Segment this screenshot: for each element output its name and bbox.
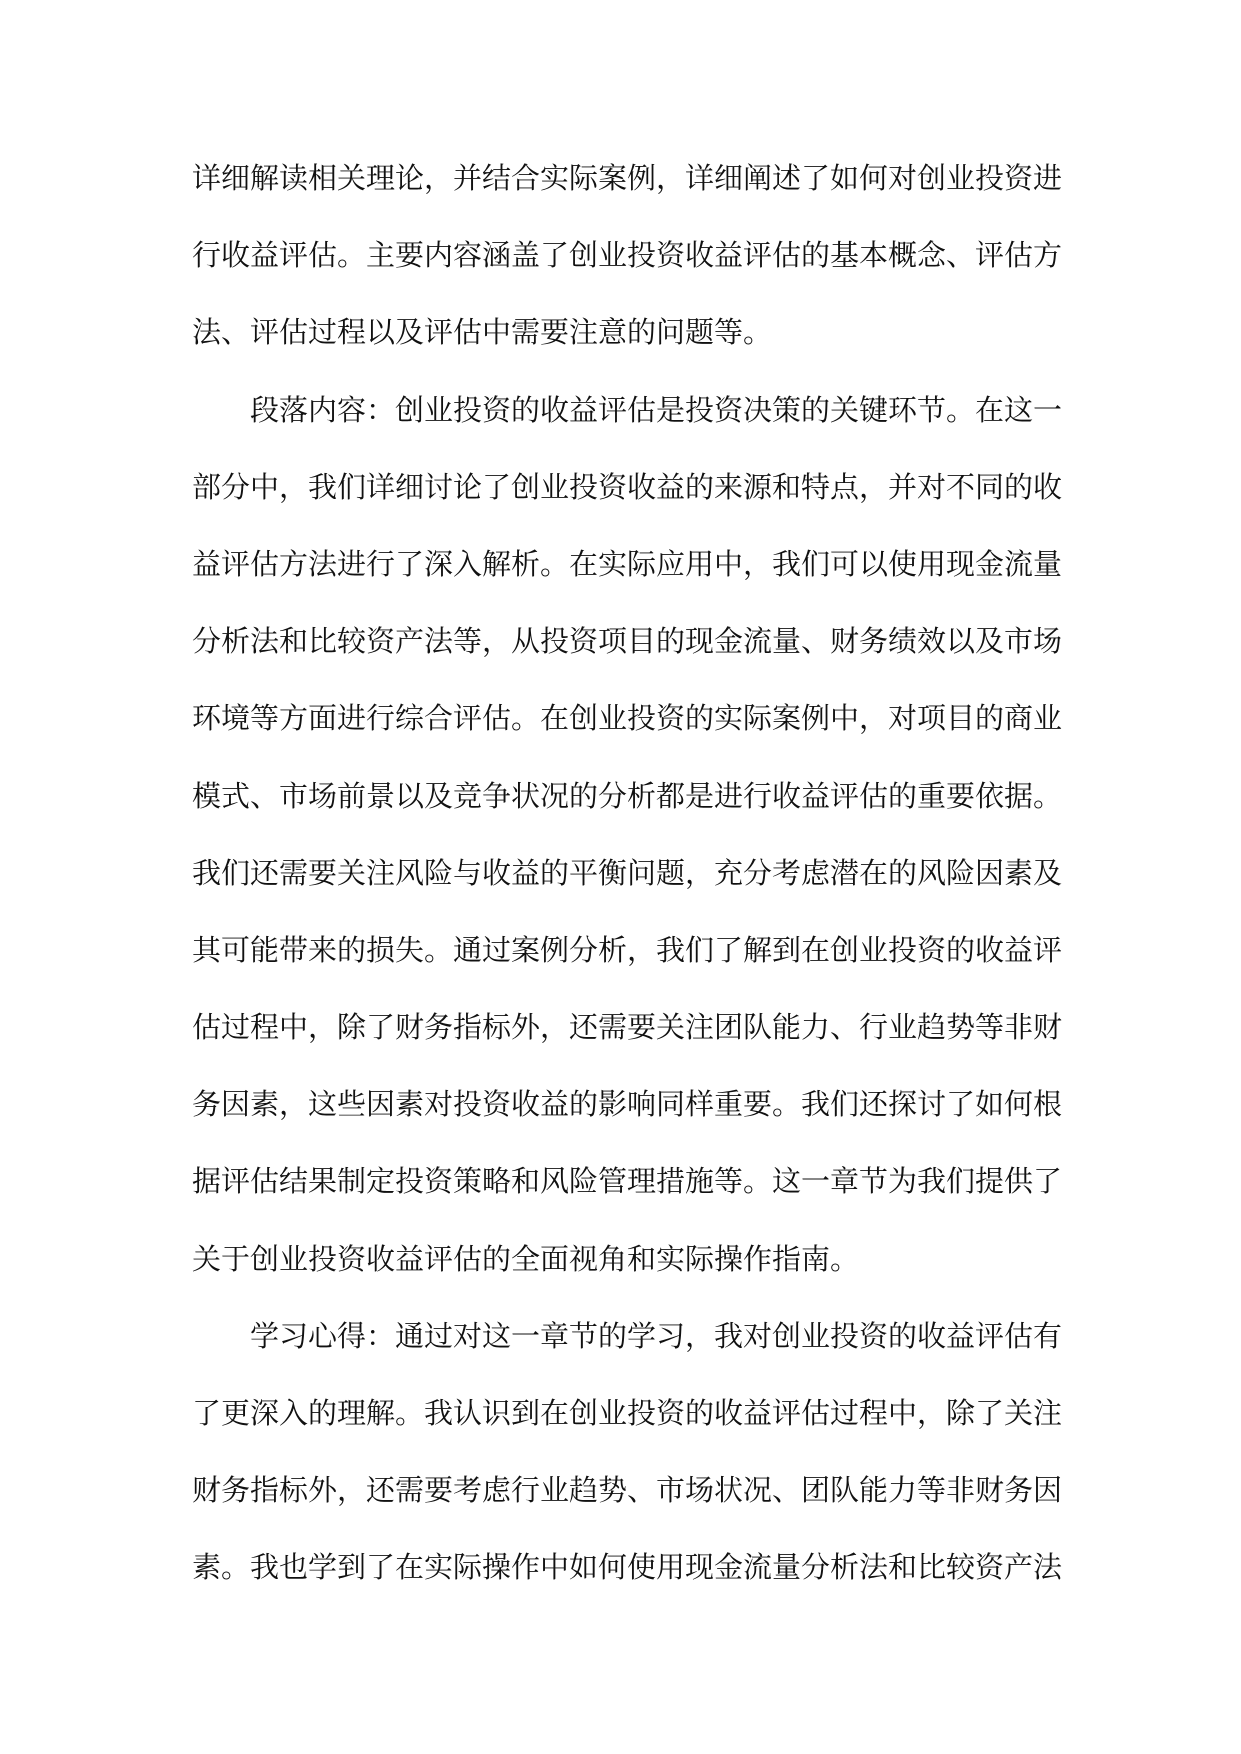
text-line: 财务指标外，还需要考虑行业趋势、市场状况、团队能力等非财务因 [192,1473,1063,1508]
text-line: 段落内容：创业投资的收益评估是投资决策的关键环节。在这一 [250,392,1063,427]
text-line: 估过程中，除了财务指标外，还需要关注团队能力、行业趋势等非财 [192,1010,1063,1045]
paragraph-intro-continuation [192,140,1063,372]
text-line: 务因素，这些因素对投资收益的影响同样重要。我们还探讨了如何根 [192,1087,1063,1122]
text-line: 学习心得：通过对这一章节的学习，我对创业投资的收益评估有 [250,1318,1063,1353]
text-line: 素。我也学到了在实际操作中如何使用现金流量分析法和比较资产法 [192,1550,1063,1585]
paragraph-learning-notes [192,1298,1063,1607]
text-line: 环境等方面进行综合评估。在创业投资的实际案例中，对项目的商业 [192,701,1063,736]
text-line: 部分中，我们详细讨论了创业投资收益的来源和特点，并对不同的收 [192,469,1063,504]
text-line: 关于创业投资收益评估的全面视角和实际操作指南。 [192,1241,860,1276]
text-line: 其可能带来的损失。通过案例分析，我们了解到在创业投资的收益评 [192,932,1063,967]
document-body [192,140,1063,1607]
text-line: 法、评估过程以及评估中需要注意的问题等。 [192,315,773,350]
text-line: 益评估方法进行了深入解析。在实际应用中，我们可以使用现金流量 [192,546,1063,581]
text-line: 我们还需要关注风险与收益的平衡问题，充分考虑潜在的风险因素及 [192,855,1063,890]
text-line: 分析法和比较资产法等，从投资项目的现金流量、财务绩效以及市场 [192,624,1063,659]
text-line: 详细解读相关理论，并结合实际案例，详细阐述了如何对创业投资进 [192,161,1063,195]
text-line: 行收益评估。主要内容涵盖了创业投资收益评估的基本概念、评估方 [192,238,1063,273]
text-line: 了更深入的理解。我认识到在创业投资的收益评估过程中，除了关注 [192,1396,1063,1430]
paragraph-section-content [192,372,1063,1298]
text-line: 据评估结果制定投资策略和风险管理措施等。这一章节为我们提供了 [192,1164,1063,1199]
text-line: 模式、市场前景以及竞争状况的分析都是进行收益评估的重要依据。 [192,778,1063,813]
